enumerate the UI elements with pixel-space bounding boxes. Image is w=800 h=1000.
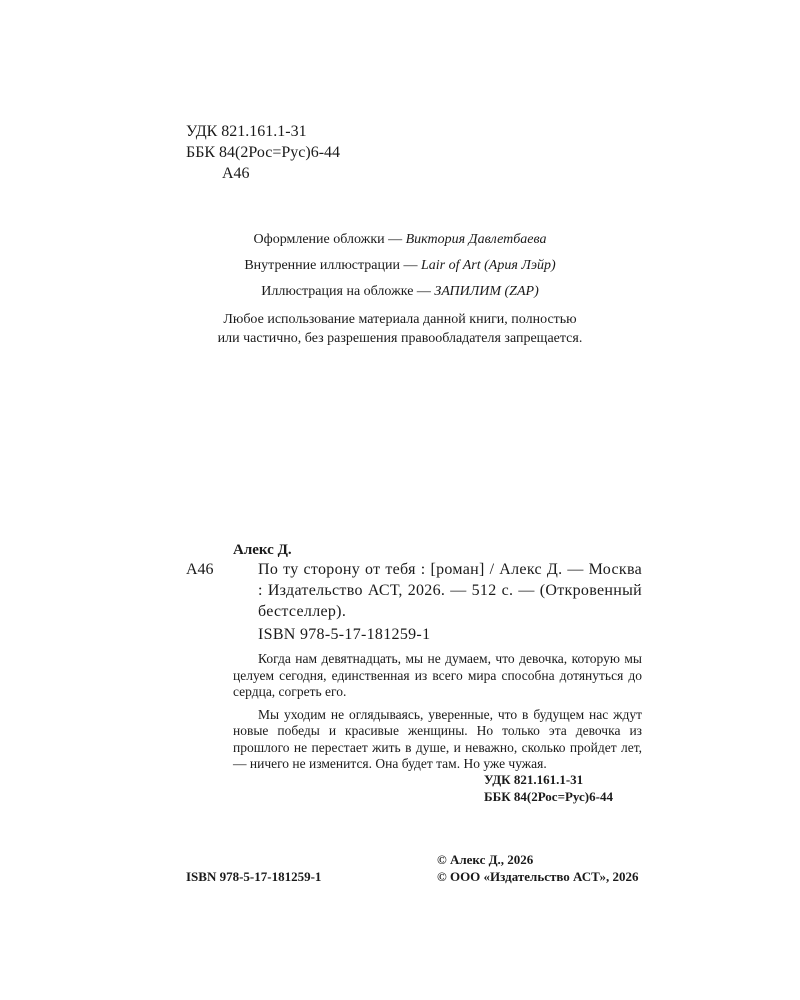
footer-isbn: ISBN 978-5-17-181259-1 <box>186 869 322 884</box>
copyright-notice <box>0 310 800 348</box>
credit-inner-illustrations <box>0 253 800 279</box>
entry-code: А46 <box>186 561 214 578</box>
entry-author: Алекс Д. <box>233 542 292 558</box>
credit-cover-design <box>0 227 800 253</box>
annotation-paragraph: Когда нам девятнадцать, мы не думаем, что девочка, которую мы целуем сегодня, единственная из всего мира способна дотянуться до сердца, согреть его. <box>233 651 642 699</box>
credit-role: Внутренние иллюстрации — <box>244 258 421 273</box>
credit-cover-illustration <box>0 279 800 305</box>
copyright-author: © Алекс Д., 2026 <box>437 852 534 867</box>
entry-isbn: ISBN 978-5-17-181259-1 <box>258 626 431 643</box>
credit-role: Оформление обложки — <box>253 232 406 247</box>
annotation-paragraph: Мы уходим не оглядываясь, уверенные, что в будущем нас ждут новые победы и красивые женщины. Но только эта девочка из прошлого не перестает жить в душе, и неважно, сколько пройдет лет, — ничего не изменится. Она будет там. Но уже чужая. <box>233 706 642 771</box>
copyright-publisher: © ООО «Издательство АСТ», 2026 <box>437 869 639 884</box>
udk-code: УДК 821.161.1-31 <box>186 123 307 140</box>
author-mark: А46 <box>222 165 250 182</box>
credits-block <box>0 227 800 305</box>
credit-name: Lair of Art (Ария Лэйр) <box>420 258 556 273</box>
notice-line: Любое использование материала данной книги, полностью <box>223 312 577 327</box>
bbk-code: ББК 84(2Рос=Рус)6-44 <box>186 144 341 161</box>
credit-name: Виктория Давлетбаева <box>405 232 547 247</box>
notice-line: или частично, без разрешения правообладателя запрещается. <box>217 331 583 346</box>
entry-description: По ту сторону от тебя : [роман] / Алекс Д. — Москва : Издательство АСТ, 2026. — 512 с. — (Откровенный бестселлер). <box>258 561 642 620</box>
credit-role: Иллюстрация на обложке — <box>261 284 435 299</box>
entry-bbk: ББК 84(2Рос=Рус)6-44 <box>484 789 613 804</box>
credit-name: ЗАПИЛИМ (ZAP) <box>434 284 539 299</box>
annotation <box>233 651 642 779</box>
entry-udk: УДК 821.161.1-31 <box>484 772 584 787</box>
